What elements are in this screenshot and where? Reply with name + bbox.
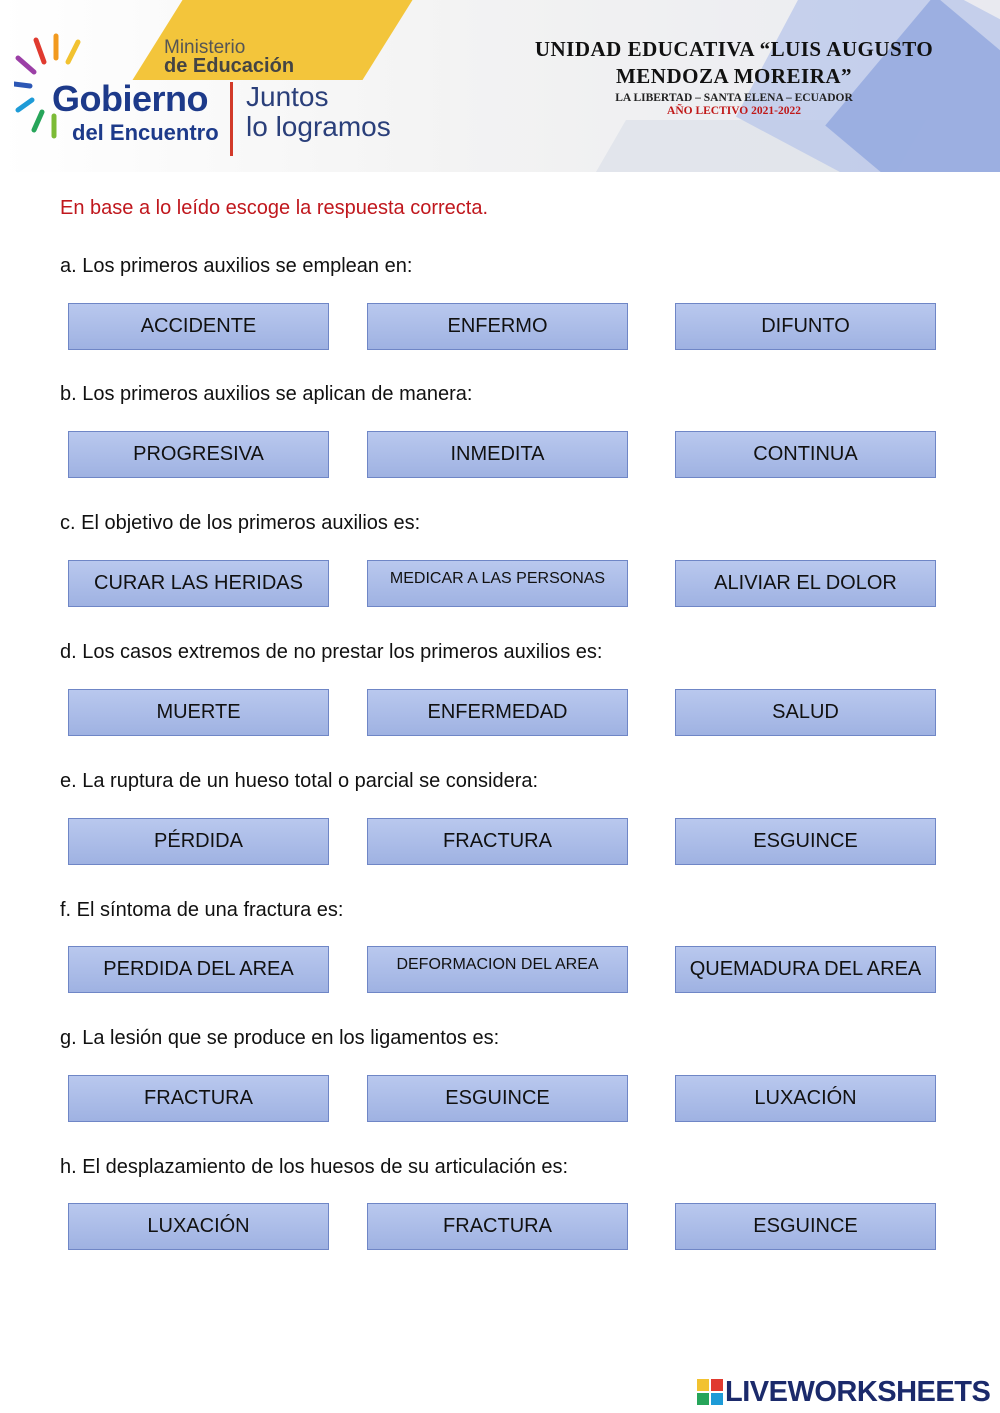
page-header xyxy=(0,0,1000,172)
option-b-3[interactable]: CONTINUA xyxy=(675,431,936,478)
option-h-3[interactable]: ESGUINCE xyxy=(675,1203,936,1250)
question-d-label: d. Los casos extremos de no prestar los primeros auxilios es: xyxy=(60,641,603,663)
liveworksheets-logo-icon xyxy=(697,1379,723,1405)
ministry-line1: Ministerio xyxy=(164,37,246,58)
option-c-2[interactable]: MEDICAR A LAS PERSONAS xyxy=(367,560,628,607)
option-a-3[interactable]: DIFUNTO xyxy=(675,303,936,350)
option-g-1[interactable]: FRACTURA xyxy=(68,1075,329,1122)
option-a-1[interactable]: ACCIDENTE xyxy=(68,303,329,350)
gobierno-text: Gobierno xyxy=(52,78,208,119)
question-e-label: e. La ruptura de un hueso total o parcial se considera: xyxy=(60,770,539,792)
option-h-2[interactable]: FRACTURA xyxy=(367,1203,628,1250)
slogan xyxy=(246,82,391,142)
option-h-1[interactable]: LUXACIÓN xyxy=(68,1203,329,1250)
school-name-line1: UNIDAD EDUCATIVA “LUIS AUGUSTO xyxy=(534,37,934,61)
option-a-2[interactable]: ENFERMO xyxy=(367,303,628,350)
option-f-2[interactable]: DEFORMACION DEL AREA xyxy=(367,946,628,993)
question-b-label: b. Los primeros auxilios se aplican de manera: xyxy=(60,383,473,405)
question-g-label: g. La lesión que se produce en los ligamentos es: xyxy=(60,1027,500,1049)
liveworksheets-brand xyxy=(697,1374,990,1410)
option-d-3[interactable]: SALUD xyxy=(675,689,936,736)
option-g-3[interactable]: LUXACIÓN xyxy=(675,1075,936,1122)
logo-divider xyxy=(230,82,233,156)
option-d-2[interactable]: ENFERMEDAD xyxy=(367,689,628,736)
ministry-name xyxy=(164,38,294,76)
option-f-3[interactable]: QUEMADURA DEL AREA xyxy=(675,946,936,993)
government-logo xyxy=(14,32,404,162)
school-year: AÑO LECTIVO 2021-2022 xyxy=(667,105,801,117)
option-e-3[interactable]: ESGUINCE xyxy=(675,818,936,865)
option-e-2[interactable]: FRACTURA xyxy=(367,818,628,865)
slogan-line1: Juntos xyxy=(246,81,329,112)
school-info xyxy=(500,36,968,117)
ministry-line2: de Educación xyxy=(164,55,295,77)
instruction-text: En base a lo leído escoge la respuesta correcta. xyxy=(60,197,489,219)
slogan-line2: lo logramos xyxy=(246,111,391,142)
school-location: LA LIBERTAD – SANTA ELENA – ECUADOR xyxy=(615,92,853,104)
liveworksheets-text: LIVEWORKSHEETS xyxy=(725,1375,991,1408)
option-b-1[interactable]: PROGRESIVA xyxy=(68,431,329,478)
question-a-label: a. Los primeros auxilios se emplean en: xyxy=(60,255,413,277)
option-g-2[interactable]: ESGUINCE xyxy=(367,1075,628,1122)
option-d-1[interactable]: MUERTE xyxy=(68,689,329,736)
option-e-1[interactable]: PÉRDIDA xyxy=(68,818,329,865)
option-c-1[interactable]: CURAR LAS HERIDAS xyxy=(68,560,329,607)
option-c-3[interactable]: ALIVIAR EL DOLOR xyxy=(675,560,936,607)
question-f-label: f. El síntoma de una fractura es: xyxy=(60,899,344,921)
option-f-1[interactable]: PERDIDA DEL AREA xyxy=(68,946,329,993)
school-name-line2: MENDOZA MOREIRA” xyxy=(615,64,853,88)
question-h-label: h. El desplazamiento de los huesos de su articulación es: xyxy=(60,1156,569,1178)
encuentro-text: del Encuentro xyxy=(72,120,219,145)
question-c-label: c. El objetivo de los primeros auxilios es: xyxy=(60,512,421,534)
option-b-2[interactable]: INMEDITA xyxy=(367,431,628,478)
